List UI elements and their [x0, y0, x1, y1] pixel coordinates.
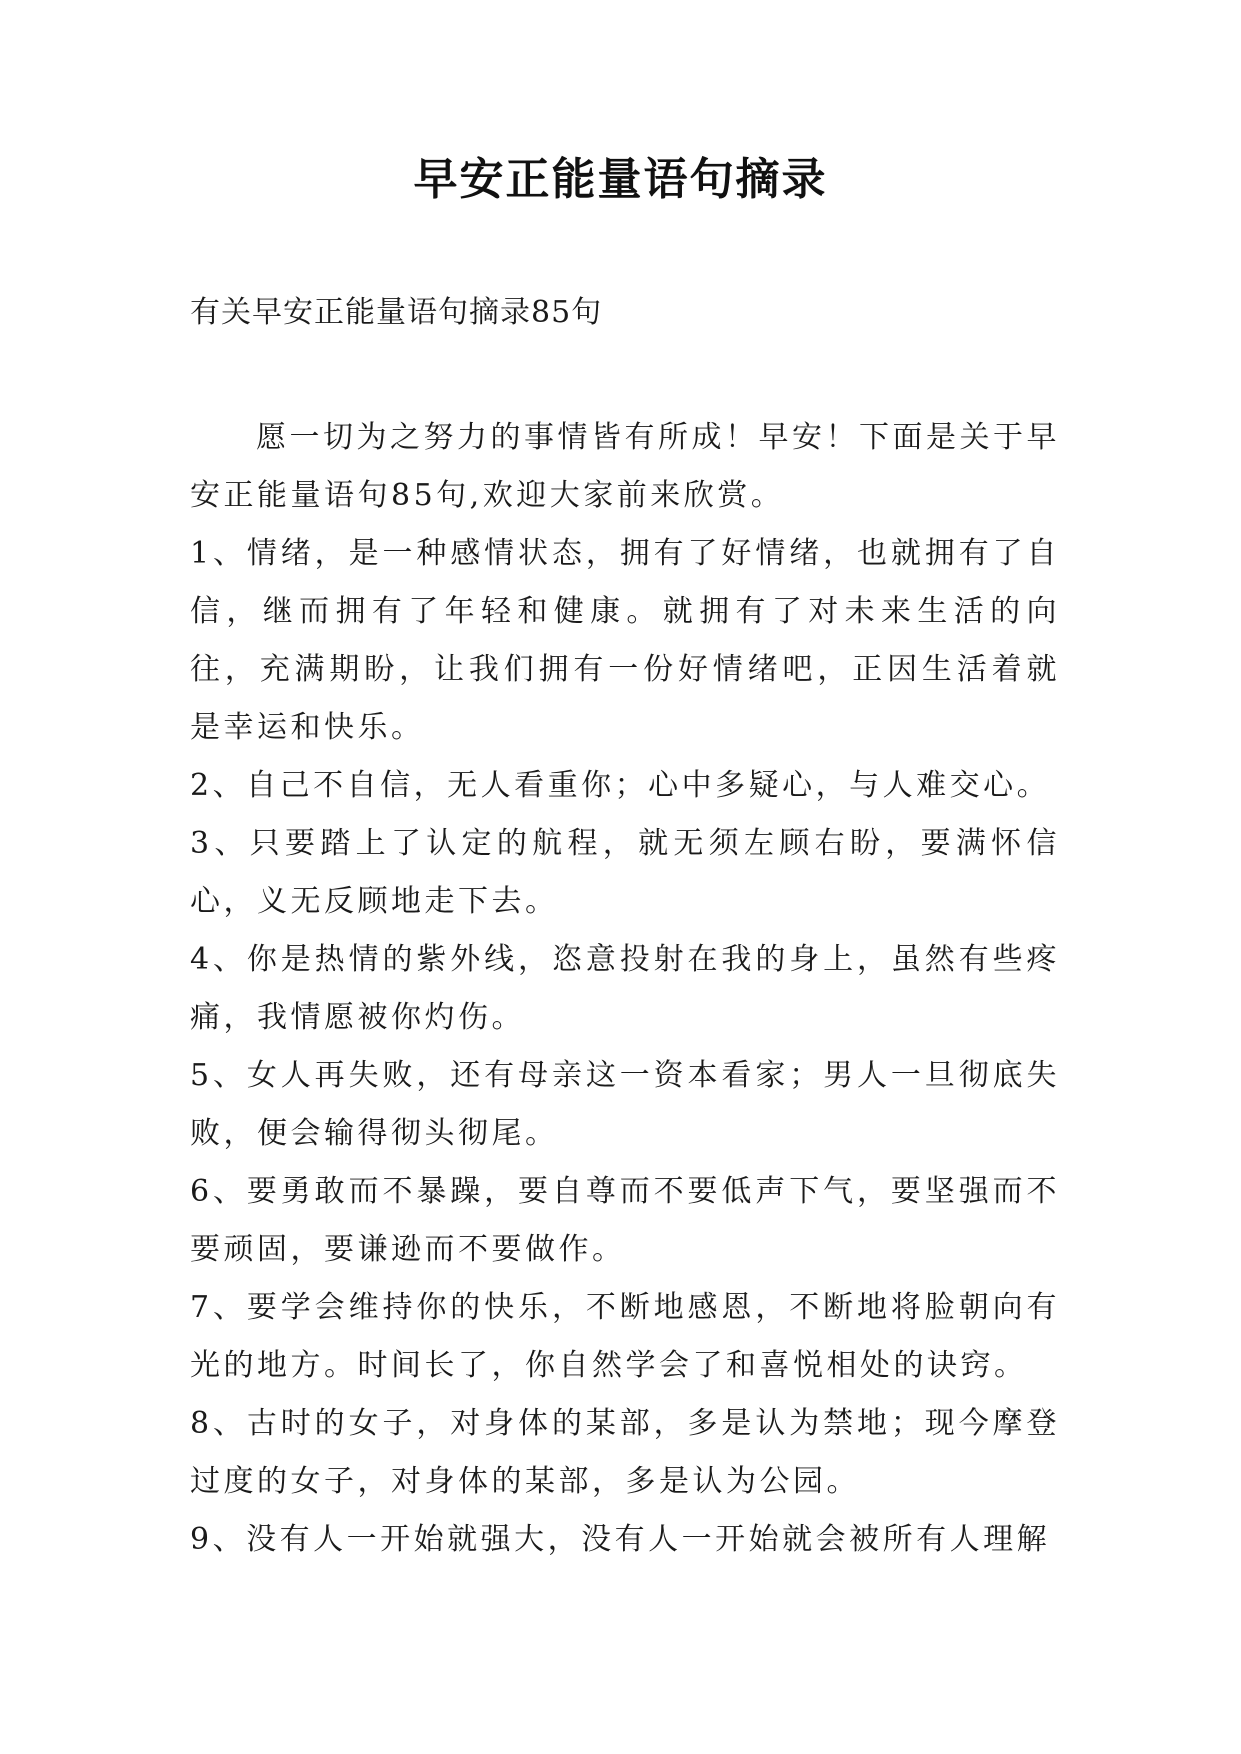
list-item: 6、要勇敢而不暴躁，要自尊而不要低声下气，要坚强而不要顽固，要谦逊而不要做作。	[190, 1174, 1060, 1267]
document-body	[190, 409, 1060, 1569]
list-item: 5、女人再失败，还有母亲这一资本看家；男人一旦彻底失败，便会输得彻头彻尾。	[190, 1058, 1060, 1151]
list-item: 4、你是热情的紫外线，恣意投射在我的身上，虽然有些疼痛，我情愿被你灼伤。	[190, 942, 1060, 1035]
list-item: 9、没有人一开始就强大，没有人一开始就会被所有人理解	[190, 1522, 1051, 1557]
list-item: 7、要学会维持你的快乐，不断地感恩，不断地将脸朝向有光的地方。时间长了，你自然学会了和喜悦相处的诀窍。	[190, 1290, 1060, 1383]
list-item: 8、古时的女子，对身体的某部，多是认为禁地；现今摩登过度的女子，对身体的某部，多是认为公园。	[190, 1406, 1060, 1499]
list-item: 1、情绪，是一种感情状态，拥有了好情绪，也就拥有了自信，继而拥有了年轻和健康。就拥有了对未来生活的向往，充满期盼，让我们拥有一份好情绪吧，正因生活着就是幸运和快乐。	[190, 536, 1060, 745]
document-title: 早安正能量语句摘录	[413, 154, 828, 205]
list-item: 3、只要踏上了认定的航程，就无须左顾右盼，要满怀信心，义无反顾地走下去。	[190, 826, 1060, 919]
list-item: 2、自己不自信，无人看重你；心中多疑心，与人难交心。	[190, 768, 1051, 803]
intro-paragraph: 愿一切为之努力的事情皆有所成！早安！下面是关于早安正能量语句85句,欢迎大家前来欣赏。	[190, 420, 1060, 513]
document-subtitle: 有关早安正能量语句摘录85句	[190, 295, 603, 330]
